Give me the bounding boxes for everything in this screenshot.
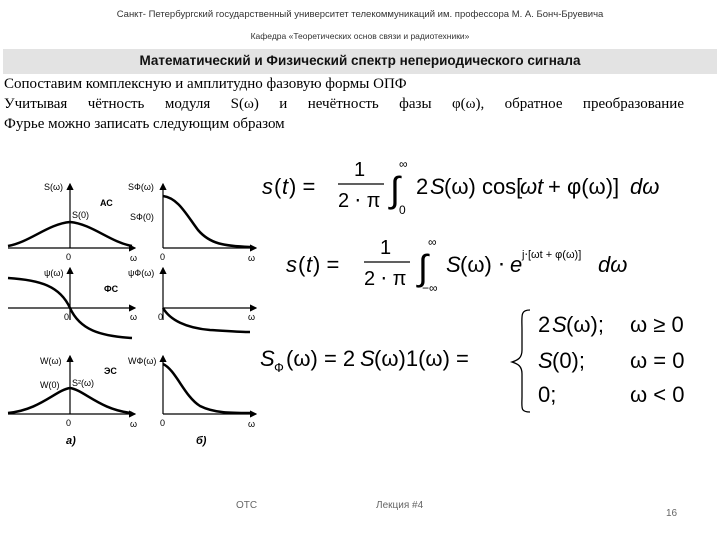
svg-text:1: 1 bbox=[354, 159, 366, 181]
graph3-tag: ЭС bbox=[104, 366, 117, 376]
physical-energy-curve bbox=[163, 364, 250, 413]
graph-row-3 bbox=[8, 356, 256, 429]
svg-text:S: S bbox=[446, 252, 461, 277]
svg-text:0: 0 bbox=[399, 203, 406, 217]
svg-text:dω: dω bbox=[598, 252, 628, 277]
svg-text:(ω) = 2: (ω) = 2 bbox=[286, 346, 356, 371]
svg-text:ω < 0: ω < 0 bbox=[630, 382, 685, 407]
svg-text:S: S bbox=[538, 348, 553, 373]
slide-title: Математический и Физический спектр непериодического сигнала bbox=[139, 53, 581, 68]
svg-text:∫: ∫ bbox=[418, 247, 428, 288]
graph2-left-x0: 0 bbox=[64, 312, 70, 322]
caption-a: а) bbox=[66, 435, 76, 447]
svg-text:s: s bbox=[262, 174, 273, 199]
svg-text:(: ( bbox=[274, 174, 282, 199]
svg-text:dω: dω bbox=[630, 174, 660, 199]
svg-text:(ω) cos[: (ω) cos[ bbox=[444, 174, 523, 199]
physical-phase-curve bbox=[163, 308, 250, 332]
spectrum-graphs bbox=[0, 170, 262, 460]
graph1-left-xw: ω bbox=[130, 253, 138, 263]
svg-text:0;: 0; bbox=[538, 382, 557, 407]
footer-center: Лекция #4 bbox=[376, 500, 424, 511]
footer-left: ОТС bbox=[236, 500, 258, 511]
svg-text:Ф: Ф bbox=[274, 360, 284, 375]
graph3-left-w0: W(0) bbox=[40, 380, 60, 390]
graph1-right-xw: ω bbox=[248, 253, 256, 263]
svg-text:∞: ∞ bbox=[428, 235, 437, 249]
svg-text:S: S bbox=[260, 346, 275, 371]
graph2-left-xw: ω bbox=[130, 312, 138, 322]
formulas bbox=[258, 150, 720, 420]
svg-text:t: t bbox=[306, 252, 313, 277]
caption-b: б) bbox=[196, 435, 207, 447]
graph2-right-ylabel: ψФ(ω) bbox=[128, 268, 155, 278]
page-number: 16 bbox=[666, 508, 678, 519]
svg-text:+ φ(ω)]: + φ(ω)] bbox=[548, 174, 620, 199]
svg-text:1: 1 bbox=[380, 237, 392, 259]
graph1-left-ylabel: S(ω) bbox=[44, 182, 64, 192]
svg-text:2: 2 bbox=[416, 174, 429, 199]
graph1-right-ylabel: SФ(ω) bbox=[128, 182, 154, 192]
svg-text:(ω);: (ω); bbox=[566, 312, 604, 337]
svg-text:S: S bbox=[360, 346, 375, 371]
svg-text:s: s bbox=[286, 252, 297, 277]
formula-2 bbox=[286, 235, 627, 295]
svg-text:ω = 0: ω = 0 bbox=[630, 348, 685, 373]
graph2-right-xw: ω bbox=[248, 312, 256, 322]
formula-3 bbox=[260, 310, 684, 412]
graph1-tag: АС bbox=[100, 198, 113, 208]
physical-amplitude-curve bbox=[163, 196, 250, 247]
graph3-right-xw: ω bbox=[248, 419, 256, 429]
graph1-right-x0: 0 bbox=[160, 252, 166, 262]
graph2-right-x0: 0 bbox=[158, 312, 164, 322]
graph-row-2 bbox=[8, 268, 256, 338]
svg-text:2: 2 bbox=[538, 312, 551, 337]
svg-text:t: t bbox=[282, 174, 289, 199]
graph2-tag: ФС bbox=[104, 284, 119, 294]
graph3-left-xw: ω bbox=[130, 419, 138, 429]
svg-text:(ω) ⋅: (ω) ⋅ bbox=[460, 252, 505, 277]
svg-text:j⋅[ωt + φ(ω)]: j⋅[ωt + φ(ω)] bbox=[522, 249, 582, 261]
graph3-left-x0: 0 bbox=[66, 418, 72, 428]
svg-text:(: ( bbox=[298, 252, 306, 277]
graph3-left-ylabel: W(ω) bbox=[40, 356, 62, 366]
svg-text:S: S bbox=[430, 174, 445, 199]
graph1-left-x0: 0 bbox=[66, 252, 72, 262]
graph2-left-ylabel: ψ(ω) bbox=[44, 268, 64, 278]
department-name: Кафедра «Теоретических основ связи и радиотехники» bbox=[250, 31, 470, 41]
svg-text:∞: ∞ bbox=[399, 157, 408, 171]
graph1-left-s0: S(0) bbox=[72, 210, 90, 220]
paragraph-line-1: Сопоставим комплексную и амплитудно фазовую формы ОПФ bbox=[4, 76, 407, 92]
svg-text:(ω)1(ω) =: (ω)1(ω) = bbox=[374, 346, 469, 371]
svg-text:) =: ) = bbox=[313, 252, 340, 277]
svg-text:(0);: (0); bbox=[552, 348, 585, 373]
graph3-right-x0: 0 bbox=[160, 418, 166, 428]
graph3-right-ylabel: WФ(ω) bbox=[128, 356, 157, 366]
svg-text:ω ≥ 0: ω ≥ 0 bbox=[630, 312, 684, 337]
svg-text:ωt: ωt bbox=[520, 174, 544, 199]
graph-row-1 bbox=[8, 182, 256, 263]
svg-text:2 ⋅ π: 2 ⋅ π bbox=[338, 190, 381, 212]
svg-text:S: S bbox=[552, 312, 567, 337]
paragraph-line-3: Фурье можно записать следующим образом bbox=[4, 116, 285, 132]
svg-text:) =: ) = bbox=[289, 174, 316, 199]
svg-text:∫: ∫ bbox=[390, 169, 400, 210]
university-name: Санкт- Петербургский государственный университет телекоммуникаций им. профессора М. А. Бонч-Бруевича bbox=[116, 9, 604, 20]
formula-1 bbox=[262, 157, 659, 217]
svg-text:e: e bbox=[510, 252, 523, 277]
paragraph-line-2: Учитывая чётность модуля S(ω) и нечётность фазы φ(ω), обратное преобразование bbox=[4, 96, 684, 112]
graph1-right-s0: SФ(0) bbox=[130, 212, 154, 222]
graph3-left-s2: S²(ω) bbox=[72, 378, 95, 388]
svg-text:2 ⋅ π: 2 ⋅ π bbox=[364, 268, 407, 290]
svg-text:−∞: −∞ bbox=[422, 281, 438, 295]
